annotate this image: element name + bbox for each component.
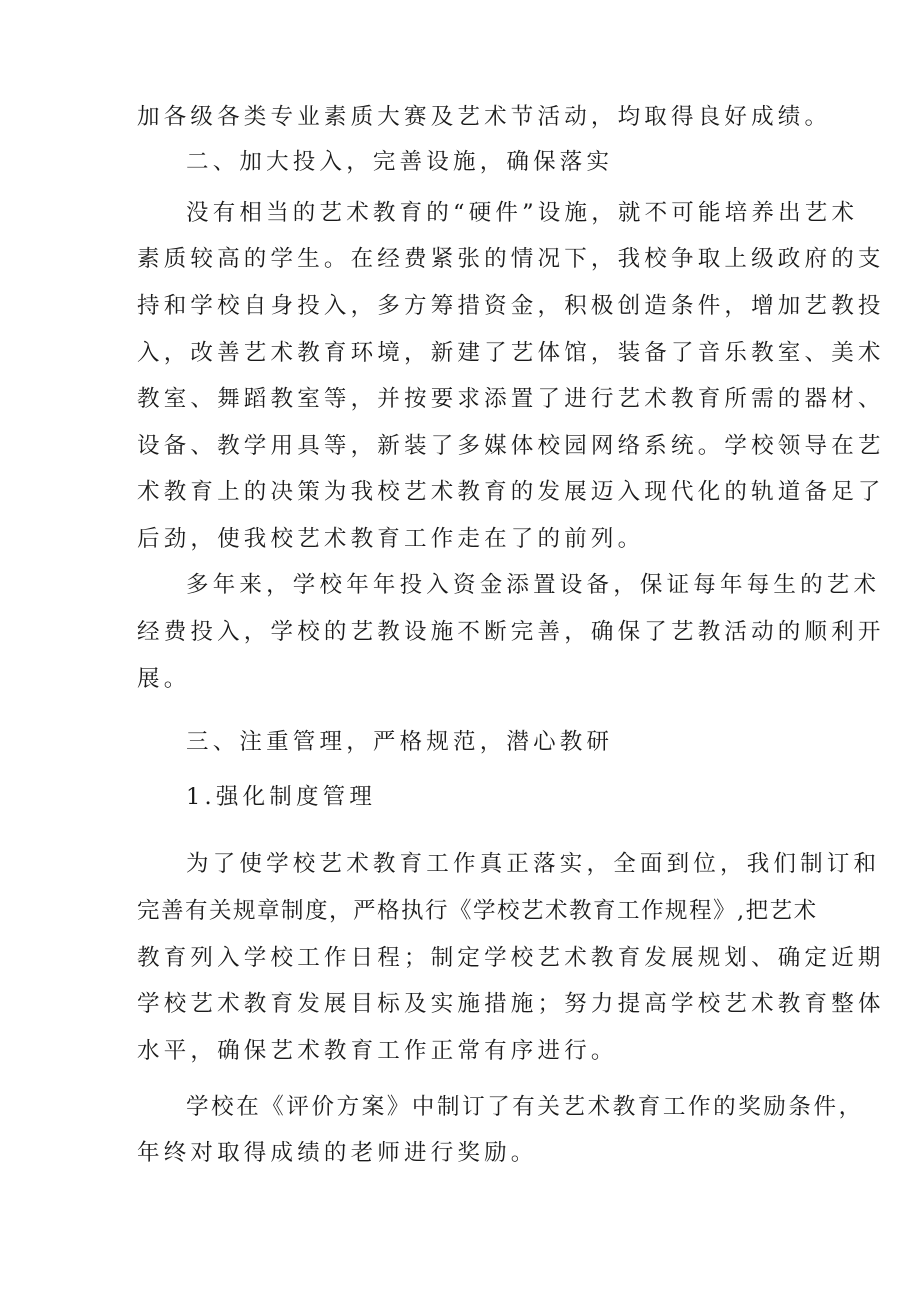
body-text-line: 教室、舞蹈教室等，并按要求添置了进行艺术教育所需的器材、 xyxy=(137,386,885,412)
subsection-heading: 1.强化制度管理 xyxy=(186,784,377,810)
body-text-line: 展。 xyxy=(137,666,191,692)
body-text-line: 完善有关规章制度，严格执行《学校艺术教育工作规程》,把艺术 xyxy=(137,898,818,924)
body-text-line: 水平，确保艺术教育工作正常有序进行。 xyxy=(137,1038,618,1064)
body-text-line: 入，改善艺术教育环境，新建了艺体馆，装备了音乐教室、美术 xyxy=(137,340,885,366)
body-text-line: 为了使学校艺术教育工作真正落实，全面到位，我们制订和 xyxy=(186,851,881,877)
body-text-line: 学校在《评价方案》中制订了有关艺术教育工作的奖励条件， xyxy=(186,1094,864,1120)
body-text-line: 经费投入，学校的艺教设施不断完善，确保了艺教活动的顺利开 xyxy=(137,619,885,645)
body-text-line: 年终对取得成绩的老师进行奖励。 xyxy=(137,1140,538,1166)
body-text-line: 术教育上的决策为我校艺术教育的发展迈入现代化的轨道备足了 xyxy=(137,479,885,505)
body-text-line: 没有相当的艺术教育的“硬件”设施，就不可能培养出艺术 xyxy=(186,200,859,226)
body-text-line: 加各级各类专业素质大赛及艺术节活动，均取得良好成绩。 xyxy=(137,104,832,130)
body-text-line: 学校艺术教育发展目标及实施措施；努力提高学校艺术教育整体 xyxy=(137,991,885,1017)
body-text-line: 后劲，使我校艺术教育工作走在了的前列。 xyxy=(137,526,645,552)
section-heading-3: 三、注重管理，严格规范，潜心教研 xyxy=(186,729,614,755)
section-heading-2: 二、加大投入，完善设施，确保落实 xyxy=(186,149,614,175)
body-text-line: 多年来，学校年年投入资金添置设备，保证每年每生的艺术 xyxy=(186,572,881,598)
body-text-line: 素质较高的学生。在经费紧张的情况下，我校争取上级政府的支 xyxy=(137,246,885,272)
body-text-line: 设备、教学用具等，新装了多媒体校园网络系统。学校领导在艺 xyxy=(137,433,885,459)
body-text-line: 教育列入学校工作日程；制定学校艺术教育发展规划、确定近期 xyxy=(137,945,885,971)
body-text-line: 持和学校自身投入，多方筹措资金，积极创造条件，增加艺教投 xyxy=(137,293,885,319)
